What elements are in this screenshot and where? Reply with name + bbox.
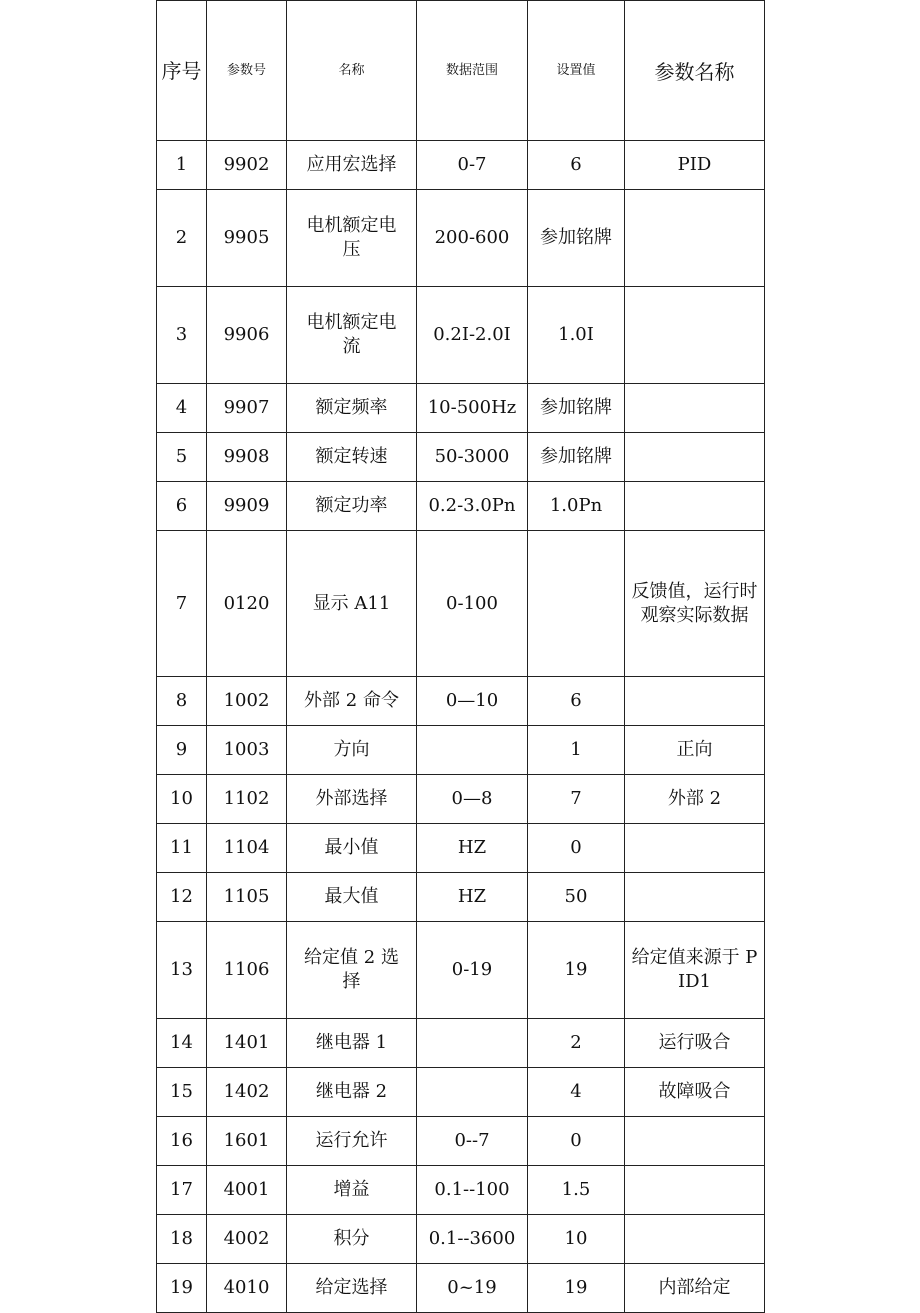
cell-code: 1003	[207, 726, 287, 775]
cell-code: 4002	[207, 1215, 287, 1264]
cell-idx: 13	[157, 922, 207, 1019]
cell-name: 应用宏选择	[287, 141, 417, 190]
cell-setting: 6	[528, 141, 625, 190]
cell-desc: 外部 2	[625, 775, 765, 824]
cell-idx: 19	[157, 1264, 207, 1313]
header-param-no: 参数号	[207, 1, 287, 141]
cell-desc: 故障吸合	[625, 1068, 765, 1117]
cell-desc: PID	[625, 141, 765, 190]
table-row	[157, 287, 765, 384]
table-row	[157, 1019, 765, 1068]
cell-code: 9906	[207, 287, 287, 384]
table-row	[157, 873, 765, 922]
cell-name: 积分	[287, 1215, 417, 1264]
cell-name: 最小值	[287, 824, 417, 873]
cell-name: 最大值	[287, 873, 417, 922]
cell-range: 0.2I-2.0I	[417, 287, 528, 384]
cell-range: 0-19	[417, 922, 528, 1019]
table-row	[157, 775, 765, 824]
cell-range	[417, 1068, 528, 1117]
header-row	[157, 1, 765, 141]
table-row	[157, 433, 765, 482]
cell-range: 0—10	[417, 677, 528, 726]
cell-desc: 正向	[625, 726, 765, 775]
header-seq: 序号	[157, 1, 207, 141]
cell-name: 继电器 2	[287, 1068, 417, 1117]
cell-idx: 17	[157, 1166, 207, 1215]
cell-idx: 8	[157, 677, 207, 726]
cell-setting: 7	[528, 775, 625, 824]
cell-desc	[625, 873, 765, 922]
cell-setting: 1.0Pn	[528, 482, 625, 531]
cell-range: 50-3000	[417, 433, 528, 482]
cell-code: 1601	[207, 1117, 287, 1166]
cell-code: 9905	[207, 190, 287, 287]
cell-code: 1104	[207, 824, 287, 873]
cell-setting: 参加铭牌	[528, 433, 625, 482]
cell-idx: 11	[157, 824, 207, 873]
cell-idx: 18	[157, 1215, 207, 1264]
cell-range: HZ	[417, 824, 528, 873]
cell-setting: 19	[528, 922, 625, 1019]
table-row	[157, 384, 765, 433]
cell-idx: 5	[157, 433, 207, 482]
header-range: 数据范围	[417, 1, 528, 141]
cell-range: 0.1--100	[417, 1166, 528, 1215]
cell-code: 9908	[207, 433, 287, 482]
cell-desc	[625, 433, 765, 482]
cell-idx: 12	[157, 873, 207, 922]
cell-code: 1402	[207, 1068, 287, 1117]
cell-desc	[625, 824, 765, 873]
table-row	[157, 1215, 765, 1264]
cell-name: 运行允许	[287, 1117, 417, 1166]
cell-code: 1106	[207, 922, 287, 1019]
cell-setting: 参加铭牌	[528, 384, 625, 433]
cell-idx: 16	[157, 1117, 207, 1166]
cell-range: 0~19	[417, 1264, 528, 1313]
cell-setting: 参加铭牌	[528, 190, 625, 287]
cell-setting: 2	[528, 1019, 625, 1068]
cell-desc	[625, 190, 765, 287]
cell-desc: 内部给定	[625, 1264, 765, 1313]
cell-name: 给定选择	[287, 1264, 417, 1313]
cell-code: 9909	[207, 482, 287, 531]
cell-setting: 1.5	[528, 1166, 625, 1215]
cell-range	[417, 1019, 528, 1068]
cell-name: 额定频率	[287, 384, 417, 433]
cell-range: 0--7	[417, 1117, 528, 1166]
cell-idx: 9	[157, 726, 207, 775]
cell-idx: 4	[157, 384, 207, 433]
cell-idx: 6	[157, 482, 207, 531]
table-row	[157, 141, 765, 190]
table-row	[157, 726, 765, 775]
cell-idx: 2	[157, 190, 207, 287]
cell-idx: 3	[157, 287, 207, 384]
cell-range: HZ	[417, 873, 528, 922]
cell-code: 1401	[207, 1019, 287, 1068]
cell-name: 额定转速	[287, 433, 417, 482]
cell-setting: 1.0I	[528, 287, 625, 384]
header-name: 名称	[287, 1, 417, 141]
cell-code: 1105	[207, 873, 287, 922]
cell-desc	[625, 384, 765, 433]
cell-range: 0—8	[417, 775, 528, 824]
cell-range	[417, 726, 528, 775]
cell-range: 0.1--3600	[417, 1215, 528, 1264]
table-row	[157, 531, 765, 677]
cell-name: 额定功率	[287, 482, 417, 531]
cell-idx: 1	[157, 141, 207, 190]
cell-code: 4010	[207, 1264, 287, 1313]
cell-desc	[625, 1166, 765, 1215]
cell-desc: 反馈值，运行时观察实际数据	[625, 531, 765, 677]
cell-name: 继电器 1	[287, 1019, 417, 1068]
cell-name: 外部选择	[287, 775, 417, 824]
cell-code: 1002	[207, 677, 287, 726]
cell-setting: 19	[528, 1264, 625, 1313]
cell-code: 1102	[207, 775, 287, 824]
header-param-name: 参数名称	[625, 1, 765, 141]
table-row	[157, 482, 765, 531]
cell-setting: 4	[528, 1068, 625, 1117]
table-row	[157, 824, 765, 873]
cell-range: 0-100	[417, 531, 528, 677]
cell-range: 0.2-3.0Pn	[417, 482, 528, 531]
header-setting: 设置值	[528, 1, 625, 141]
table-row	[157, 1068, 765, 1117]
cell-name: 电机额定电流	[287, 287, 417, 384]
cell-idx: 7	[157, 531, 207, 677]
cell-idx: 15	[157, 1068, 207, 1117]
cell-desc	[625, 287, 765, 384]
cell-setting: 1	[528, 726, 625, 775]
cell-range: 10-500Hz	[417, 384, 528, 433]
cell-setting	[528, 531, 625, 677]
cell-name: 方向	[287, 726, 417, 775]
cell-name: 给定值 2 选择	[287, 922, 417, 1019]
table-row	[157, 190, 765, 287]
cell-setting: 0	[528, 824, 625, 873]
cell-code: 9902	[207, 141, 287, 190]
cell-range: 200-600	[417, 190, 528, 287]
table-row	[157, 1264, 765, 1313]
cell-idx: 10	[157, 775, 207, 824]
cell-desc	[625, 1117, 765, 1166]
table-row	[157, 1117, 765, 1166]
cell-desc	[625, 1215, 765, 1264]
cell-name: 电机额定电压	[287, 190, 417, 287]
table-row	[157, 1166, 765, 1215]
cell-setting: 6	[528, 677, 625, 726]
cell-setting: 10	[528, 1215, 625, 1264]
cell-setting: 0	[528, 1117, 625, 1166]
cell-code: 0120	[207, 531, 287, 677]
table-row	[157, 677, 765, 726]
cell-code: 9907	[207, 384, 287, 433]
cell-desc	[625, 482, 765, 531]
cell-desc: 运行吸合	[625, 1019, 765, 1068]
table-row	[157, 922, 765, 1019]
cell-name: 增益	[287, 1166, 417, 1215]
parameter-table	[156, 0, 765, 1313]
cell-code: 4001	[207, 1166, 287, 1215]
cell-name: 显示 A11	[287, 531, 417, 677]
cell-idx: 14	[157, 1019, 207, 1068]
cell-setting: 50	[528, 873, 625, 922]
cell-range: 0-7	[417, 141, 528, 190]
cell-name: 外部 2 命令	[287, 677, 417, 726]
cell-desc: 给定值来源于 PID1	[625, 922, 765, 1019]
cell-desc	[625, 677, 765, 726]
